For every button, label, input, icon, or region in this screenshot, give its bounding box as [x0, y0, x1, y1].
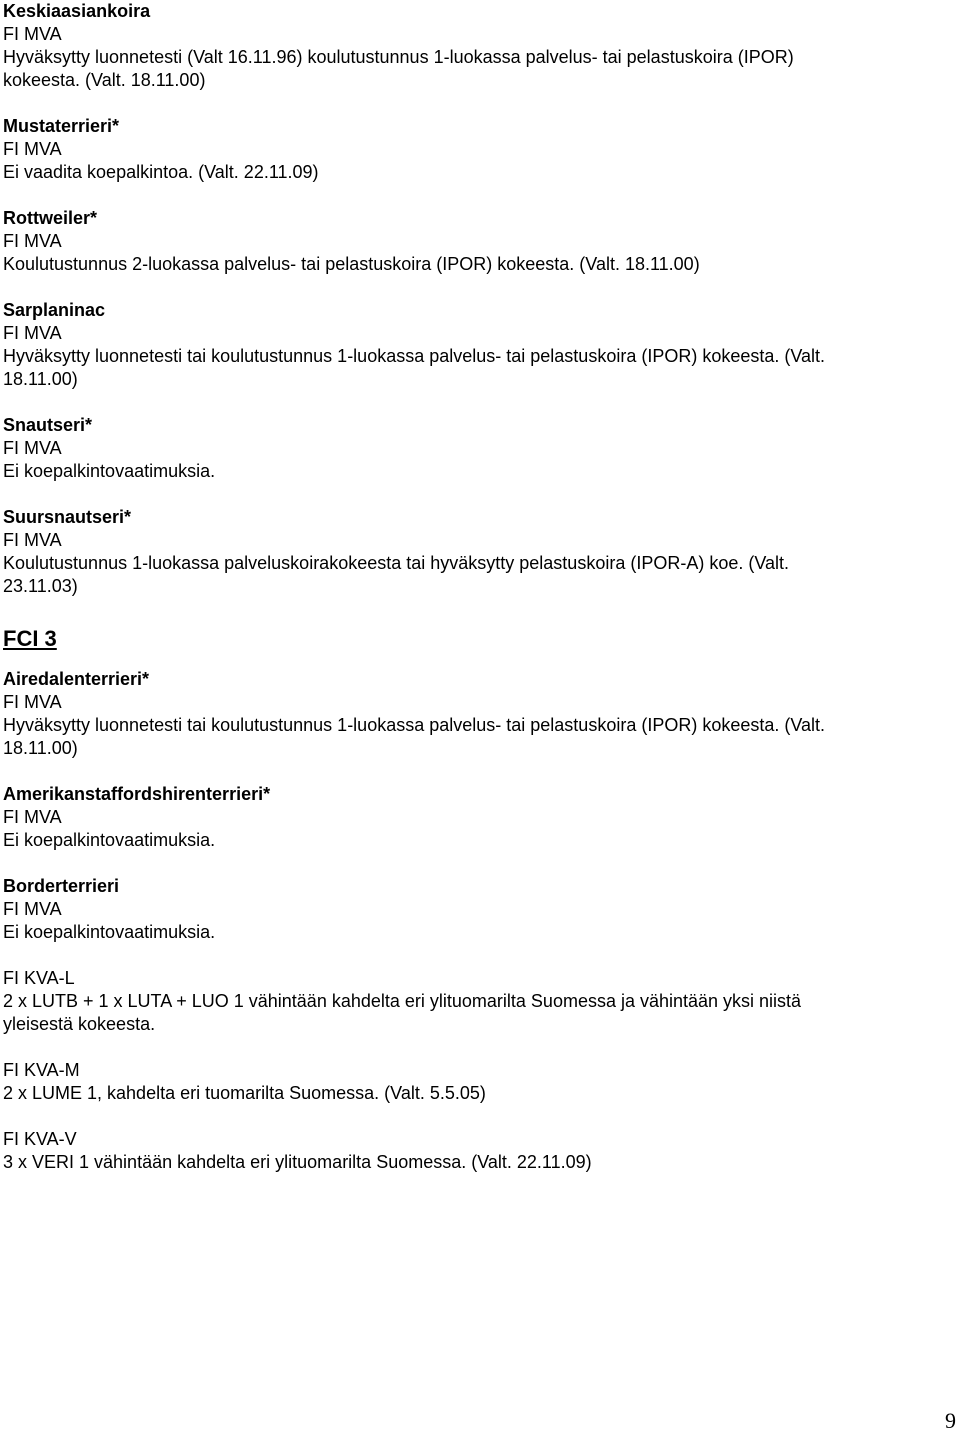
requirement-text: 2 x LUME 1, kahdelta eri tuomarilta Suomessa. (Valt. 5.5.05): [3, 1083, 486, 1103]
breed-entry: [3, 115, 953, 184]
page-number: 9: [945, 1408, 956, 1433]
title-code: FI KVA-V: [3, 1129, 77, 1149]
breed-name: Airedalenterrieri*: [3, 669, 150, 689]
breed-entry: [3, 207, 953, 276]
title-code: FI KVA-M: [3, 1060, 80, 1080]
title-code: FI MVA: [3, 692, 62, 712]
breed-name: Amerikanstaffordshirenterrieri*: [3, 784, 271, 804]
breed-name: Keskiaasiankoira: [3, 1, 151, 21]
requirement-text-cont: yleisestä kokeesta.: [3, 1014, 156, 1034]
title-requirement: [3, 967, 953, 1036]
breed-entry: [3, 0, 953, 92]
title-code: FI MVA: [3, 139, 62, 159]
requirement-text-cont: kokeesta. (Valt. 18.11.00): [3, 70, 206, 90]
requirement-text: Koulutustunnus 2-luokassa palvelus- tai pelastuskoira (IPOR) kokeesta. (Valt. 18.11.00): [3, 254, 700, 274]
breed-name: Rottweiler*: [3, 208, 98, 228]
requirement-text: Hyväksytty luonnetesti (Valt 16.11.96) koulutustunnus 1-luokassa palvelus- tai pelastuskoira (IPOR): [3, 47, 794, 67]
requirement-text: Hyväksytty luonnetesti tai koulutustunnus 1-luokassa palvelus- tai pelastuskoira (IPOR) kokeesta. (Valt.: [3, 346, 826, 366]
section-heading: FCI 3: [3, 626, 57, 651]
breed-name: Snautseri*: [3, 415, 93, 435]
breed-entry: [3, 783, 953, 852]
breed-entry: [3, 414, 953, 483]
breed-entry: [3, 299, 953, 391]
breed-name: Borderterrieri: [3, 876, 120, 896]
requirement-text: Ei koepalkintovaatimuksia.: [3, 830, 216, 850]
title-requirement: [3, 1059, 953, 1105]
breed-entry: [3, 668, 953, 760]
breed-name: Suursnautseri*: [3, 507, 132, 527]
requirement-text: Ei koepalkintovaatimuksia.: [3, 922, 216, 942]
requirement-text: Ei vaadita koepalkintoa. (Valt. 22.11.09): [3, 162, 319, 182]
requirement-text: Koulutustunnus 1-luokassa palveluskoirakokeesta tai hyväksytty pelastuskoira (IPOR-A) koe. (Valt.: [3, 553, 790, 573]
title-code: FI MVA: [3, 231, 62, 251]
breed-name: Sarplaninac: [3, 300, 106, 320]
breed-entry: [3, 506, 953, 598]
requirement-text: 3 x VERI 1 vähintään kahdelta eri ylituomarilta Suomessa. (Valt. 22.11.09): [3, 1152, 592, 1172]
requirement-text-cont: 18.11.00): [3, 738, 78, 758]
title-code: FI MVA: [3, 899, 62, 919]
requirement-text: Ei koepalkintovaatimuksia.: [3, 461, 216, 481]
requirement-text: Hyväksytty luonnetesti tai koulutustunnus 1-luokassa palvelus- tai pelastuskoira (IPOR) kokeesta. (Valt.: [3, 715, 826, 735]
title-requirement: [3, 1128, 953, 1174]
title-code: FI KVA-L: [3, 968, 75, 988]
title-code: FI MVA: [3, 530, 62, 550]
title-code: FI MVA: [3, 438, 62, 458]
requirement-text-cont: 18.11.00): [3, 369, 78, 389]
title-code: FI MVA: [3, 807, 62, 827]
title-code: FI MVA: [3, 323, 62, 343]
document-page: [3, 0, 953, 1174]
breed-name: Mustaterrieri*: [3, 116, 120, 136]
requirement-text: 2 x LUTB + 1 x LUTA + LUO 1 vähintään kahdelta eri ylituomarilta Suomessa ja vähintään yksi niistä: [3, 991, 802, 1011]
requirement-text-cont: 23.11.03): [3, 576, 78, 596]
breed-entry: [3, 875, 953, 944]
title-code: FI MVA: [3, 24, 62, 44]
